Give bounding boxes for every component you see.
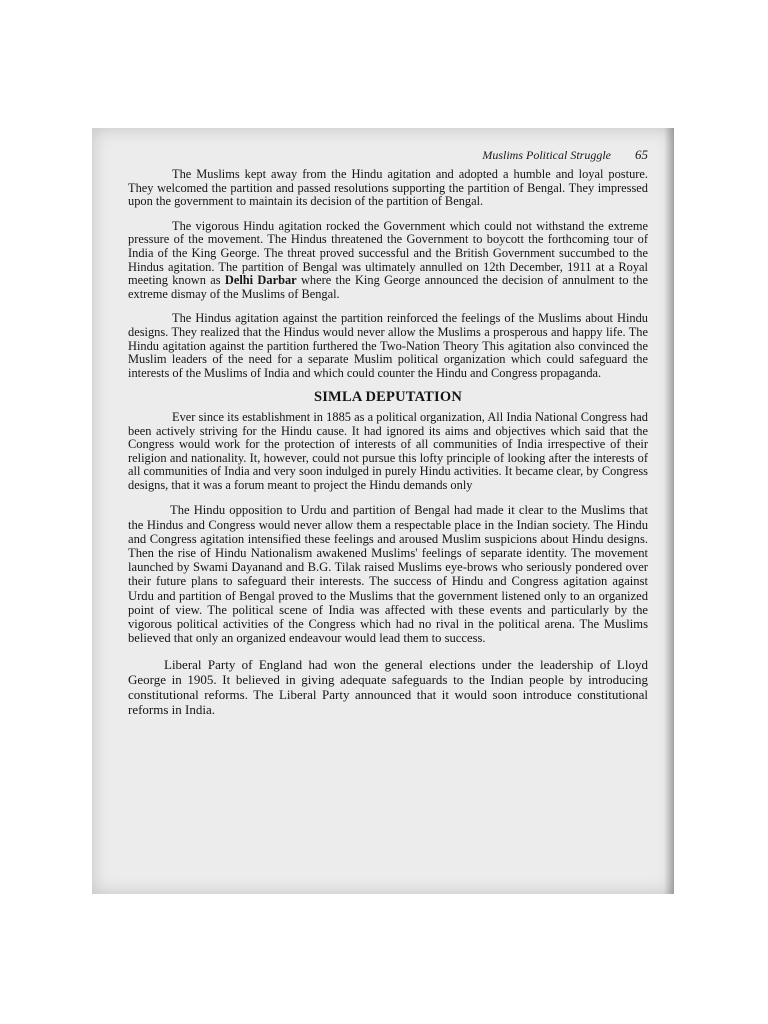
page-header bbox=[122, 146, 648, 166]
paragraph-muslim-posture: The Muslims kept away from the Hindu agitation and adopted a humble and loyal posture. They welcomed the partition and passed resolutions supporting the partition of Bengal. They impressed upon the government to maintain its decision of the partition of Bengal. bbox=[128, 167, 648, 209]
page-number: 65 bbox=[635, 147, 648, 162]
paragraph-congress: Ever since its establishment in 1885 as a political organization, All India National Congress had been actively striving for the Hindu cause. It had ignored its aims and objectives which said that the Congress would work for the protection of interests of all communities of India irrespective of their religion and nationality. It, however, could not pursue this lofty principle of looking after the interests of all communities of India and very soon indulged in purely Hindu activities. It became clear, by Congress designs, that it was a forum meant to project the Hindu demands only bbox=[128, 409, 648, 492]
section-heading: SIMLA DEPUTATION bbox=[313, 389, 463, 406]
delhi-darbar-term: Delhi Darbar bbox=[224, 273, 297, 288]
paragraph-annulment bbox=[128, 220, 648, 302]
paragraph-annulment-text: The vigorous Hindu agitation rocked the Government which could not withstand the extreme pressure of the movement. The Hindus threatened the Government to boycott the forthcoming tour of India of the King George. The threat proved successful and the British Government succumbed to the Hindus agitation. The partition of Bengal was ultimately annulled on 12th December, 1911 at a Royal meeting known as bbox=[128, 218, 648, 288]
paragraph-liberal-party: Liberal Party of England had won the general elections under the leadership of Lloyd George in 1905. It believed in giving adequate safeguards to the Indian people by introducing constitutional reforms. The Liberal Party announced that it would soon introduce constitutional reforms in India. bbox=[128, 656, 648, 717]
running-title: Muslims Political Struggle bbox=[482, 148, 611, 162]
paragraph-hindu-opposition: The Hindu opposition to Urdu and partition of Bengal had made it clear to the Muslims that the Hindus and Congress would never allow them a respectable place in the Indian society. The Hindu and Congress agitation intensified these feelings and aroused Muslim suspicions about Hindu designs. Then the rise of Hindu Nationalism awakened Muslims' feelings of separate identity. The movement launched by Swami Dayanand and B.G. Tilak raised Muslims eye-brows who seriously pondered over their future plans to safeguard their interests. The success of Hindu and Congress agitation against Urdu and partition of Bengal proved to the Muslims that the government listened only to an organized point of view. The political scene of India was affected with these events and particularly by the vigorous political activities of the Congress which had no rival in the political arena. The Muslims believed that only an organized endeavour would lead them to success. bbox=[128, 503, 648, 646]
paragraph-annulment-text-end: where the King George announced the decision of annulment to the extreme dismay of the Muslims of Bengal. bbox=[128, 273, 648, 301]
paragraph-two-nation-theory: The Hindus agitation against the partition reinforced the feelings of the Muslims about Hindu designs. They realized that the Hindus would never allow the Muslims a prosperous and happy life. The Hindu agitation against the partition furthered the Two-Nation Theory This agitation also convinced the Muslim leaders of the need for a separate Muslim political organization which could safeguard the interests of the Muslims of India and which could counter the Hindu and Congress propaganda. bbox=[128, 311, 648, 380]
scanned-page bbox=[92, 128, 674, 894]
page-body bbox=[128, 168, 648, 728]
